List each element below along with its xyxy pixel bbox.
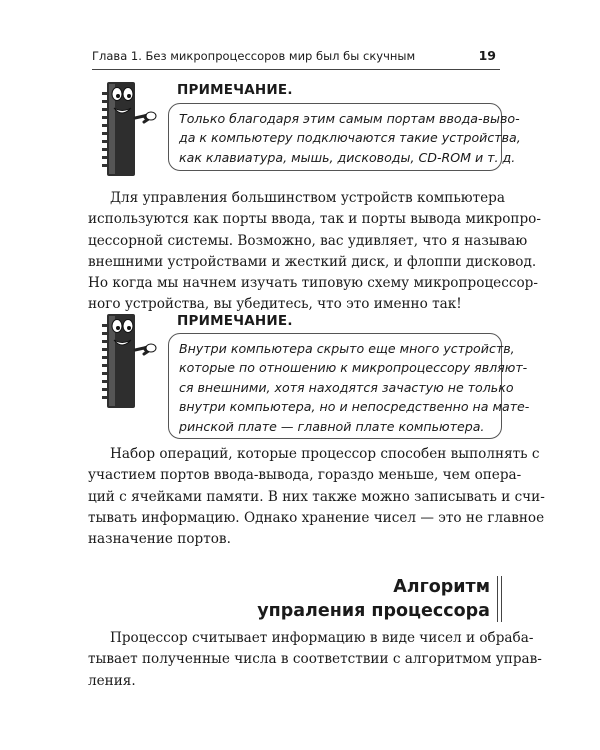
note-line: ринской плате — главной плате компьютера. <box>179 418 485 434</box>
note-line: Только благодаря этим самым портам ввода-выво- <box>179 111 520 126</box>
running-header <box>92 47 500 70</box>
paragraph-line: ций с ячейками памяти. В них также можно записывать и счи- <box>88 488 545 505</box>
paragraph-line: ления. <box>88 672 136 689</box>
chip-pins-icon <box>102 324 107 399</box>
section-heading-line: Алгоритм <box>393 577 490 597</box>
note-line: ся внешними, хотя находятся зачастую не только <box>179 379 514 395</box>
note-box <box>168 333 530 439</box>
paragraph-line: цессорной системы. Возможно, вас удивляет, что я называю <box>88 232 528 249</box>
page-number: 19 <box>478 48 496 63</box>
paragraph-line: внешними устройствами и жесткий диск, и флоппи дисковод. <box>88 253 537 270</box>
note-line: как клавиатура, мышь, дисководы, CD-ROM и т. д. <box>179 149 516 165</box>
note-box <box>168 103 521 171</box>
microchip-mascot-icon <box>100 78 158 182</box>
paragraph-line: участием портов ввода-вывода, гораздо меньше, чем опера- <box>88 467 522 484</box>
paragraph-line: ного устройства, вы убедитесь, что это именно так! <box>88 296 462 313</box>
paragraph-line: Процессор считывает информацию в виде чисел и обраба- <box>110 630 534 646</box>
paragraph-line: Но когда мы начнем изучать типовую схему микропроцессор- <box>88 275 538 292</box>
note-title: ПРИМЕЧАНИЕ. <box>177 82 293 98</box>
paragraph-line: Для управления большинством устройств компьютера <box>110 190 505 206</box>
chapter-title: Глава 1. Без микропроцессоров мир был бы скучным <box>92 49 416 63</box>
body-paragraph <box>88 188 541 316</box>
note-line: да к компьютеру подключаются такие устройства, <box>179 130 521 146</box>
paragraph-line: Набор операций, которые процессор способен выполнять с <box>110 446 540 462</box>
paragraph-line: используются как порты ввода, так и порты вывода микропро- <box>88 211 541 228</box>
body-paragraph <box>88 628 542 692</box>
microchip-mascot-icon <box>100 310 158 414</box>
paragraph-line: назначение портов. <box>88 531 231 548</box>
note-line: которые по отношению к микропроцессору являют- <box>179 360 528 376</box>
section-heading <box>250 575 490 623</box>
section-heading-line: упраления процессора <box>257 601 490 621</box>
paragraph-line: тывать информацию. Однако хранение чисел — это не главное <box>88 509 545 526</box>
paragraph-line: тывает полученные числа в соответствии с алгоритмом управ- <box>88 651 542 668</box>
body-paragraph <box>88 444 545 550</box>
heading-rule-mark <box>497 576 502 622</box>
chip-pins-icon <box>102 92 107 167</box>
note-line: внутри компьютера, но и непосредственно на мате- <box>179 399 530 415</box>
note-line: Внутри компьютера скрыто еще много устройств, <box>179 341 515 356</box>
note-title: ПРИМЕЧАНИЕ. <box>177 313 293 329</box>
